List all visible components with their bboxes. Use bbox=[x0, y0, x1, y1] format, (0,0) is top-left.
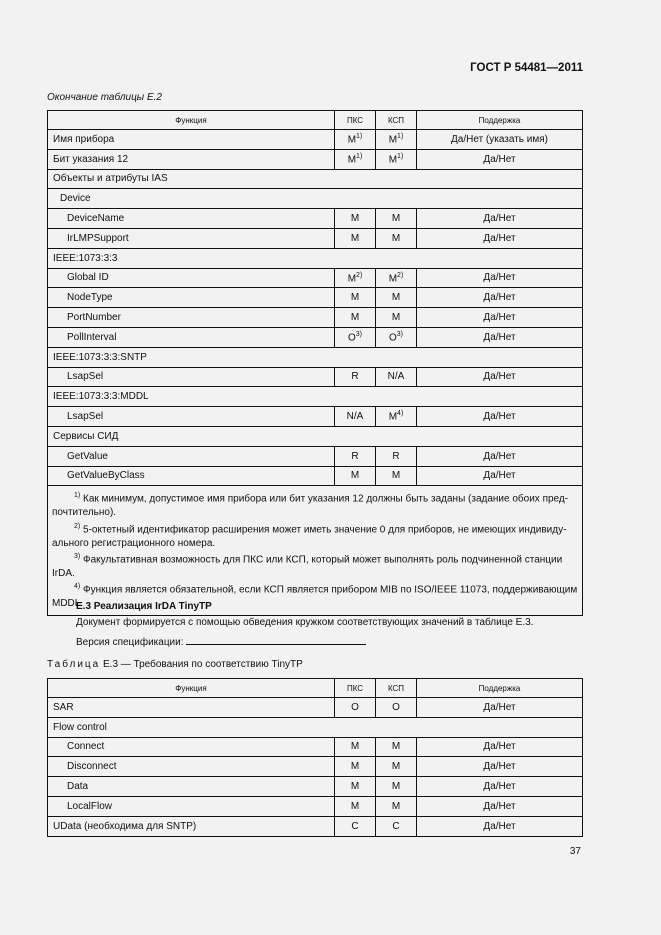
ksp-cell: М bbox=[376, 228, 417, 248]
table-row bbox=[48, 407, 583, 427]
function-cell: SAR bbox=[48, 698, 335, 718]
pks-cell: М bbox=[335, 228, 376, 248]
function-cell: IrLMPSupport bbox=[48, 228, 335, 248]
pks-cell: М bbox=[335, 209, 376, 229]
function-cell: NodeType bbox=[48, 288, 335, 308]
ksp-cell: $О^{3)}$ bbox=[376, 327, 417, 347]
column-header-ksp: КСП bbox=[376, 111, 417, 130]
function-cell: DeviceName bbox=[48, 209, 335, 229]
table-group-row bbox=[48, 426, 583, 446]
support-cell: Да/Нет bbox=[417, 367, 583, 387]
table-row bbox=[48, 757, 583, 777]
support-cell: Да/Нет bbox=[417, 228, 583, 248]
group-label: IEEE:1073:3:3:SNTP bbox=[48, 347, 583, 367]
support-cell: Да/Нет bbox=[417, 816, 583, 836]
spec-version-label: Версия спецификации: bbox=[76, 637, 184, 648]
pks-cell: М bbox=[335, 737, 376, 757]
table-row bbox=[48, 816, 583, 836]
pks-cell: М bbox=[335, 757, 376, 777]
support-cell: Да/Нет bbox=[417, 737, 583, 757]
function-cell: LsapSel bbox=[48, 407, 335, 427]
table-row bbox=[48, 308, 583, 328]
column-header-function: Функция bbox=[48, 111, 335, 130]
footnote: $^{3)}$ Факультативная возможность для ПКС или КСП, который может выполнять роль подчиненной станции IrDA. bbox=[52, 553, 563, 579]
standard-header: ГОСТ Р 54481—2011 bbox=[470, 62, 583, 74]
ksp-cell: М bbox=[376, 737, 417, 757]
table-group-row bbox=[48, 347, 583, 367]
table-row bbox=[48, 737, 583, 757]
pks-cell: $М^{2)}$ bbox=[335, 268, 376, 288]
support-cell: Да/Нет bbox=[417, 288, 583, 308]
table-row bbox=[48, 367, 583, 387]
ksp-cell: $М^{1)}$ bbox=[376, 130, 417, 150]
function-cell: LsapSel bbox=[48, 367, 335, 387]
table-row bbox=[48, 288, 583, 308]
pks-cell: М bbox=[335, 796, 376, 816]
support-cell: Да/Нет (указать имя) bbox=[417, 130, 583, 150]
pks-cell: R bbox=[335, 367, 376, 387]
table-row bbox=[48, 268, 583, 288]
pks-cell: М bbox=[335, 777, 376, 797]
table-e3-caption bbox=[47, 659, 303, 670]
ksp-cell: М bbox=[376, 777, 417, 797]
table-header-row bbox=[48, 679, 583, 698]
pks-cell: М bbox=[335, 288, 376, 308]
ksp-cell: М bbox=[376, 757, 417, 777]
function-cell: PortNumber bbox=[48, 308, 335, 328]
ksp-cell: $М^{4)}$ bbox=[376, 407, 417, 427]
support-cell: Да/Нет bbox=[417, 777, 583, 797]
table-row bbox=[48, 698, 583, 718]
column-header-function: Функция bbox=[48, 679, 335, 698]
pks-cell: N/A bbox=[335, 407, 376, 427]
spec-version-line bbox=[76, 635, 366, 648]
table-group-row bbox=[48, 169, 583, 189]
section-title: Е.3 Реализация IrDA TinyTP bbox=[76, 601, 212, 612]
support-cell: Да/Нет bbox=[417, 757, 583, 777]
table-notes bbox=[48, 486, 583, 615]
table-e3-title: Е.3 — Требования по соответствию TinyTP bbox=[100, 659, 303, 670]
support-cell: Да/Нет bbox=[417, 308, 583, 328]
group-label: IEEE:1073:3:3 bbox=[48, 248, 583, 268]
table-row bbox=[48, 446, 583, 466]
support-cell: Да/Нет bbox=[417, 698, 583, 718]
table-row bbox=[48, 327, 583, 347]
pks-cell: $М^{1)}$ bbox=[335, 130, 376, 150]
function-cell: Disconnect bbox=[48, 757, 335, 777]
footnote: $^{1)}$ Как минимум, допустимое имя прибора или бит указания 12 должны быть заданы (задание обоих пред-почтительно). bbox=[52, 492, 569, 519]
pks-cell: М bbox=[335, 308, 376, 328]
table-e2 bbox=[47, 110, 583, 616]
function-cell: Connect bbox=[48, 737, 335, 757]
pks-cell: М bbox=[335, 466, 376, 486]
ksp-cell: О bbox=[376, 698, 417, 718]
table-group-row bbox=[48, 717, 583, 737]
table-row bbox=[48, 130, 583, 150]
function-cell: UData (необходима для SNTP) bbox=[48, 816, 335, 836]
function-cell: GetValue bbox=[48, 446, 335, 466]
column-header-support: Поддержка bbox=[417, 111, 583, 130]
ksp-cell: М bbox=[376, 466, 417, 486]
table-group-row bbox=[48, 387, 583, 407]
pks-cell: $О^{3)}$ bbox=[335, 327, 376, 347]
function-cell: Имя прибора bbox=[48, 130, 335, 150]
ksp-cell: С bbox=[376, 816, 417, 836]
function-cell: PollInterval bbox=[48, 327, 335, 347]
support-cell: Да/Нет bbox=[417, 796, 583, 816]
ksp-cell: N/A bbox=[376, 367, 417, 387]
table-group-row bbox=[48, 248, 583, 268]
footnote: $^{2)}$ 5-октетный идентификатор расширения может иметь значение 0 для приборов, не имеющих индивиду-ального регистрационного номера. bbox=[52, 522, 567, 549]
function-cell: Data bbox=[48, 777, 335, 797]
table-row bbox=[48, 209, 583, 229]
table-header-row bbox=[48, 111, 583, 130]
column-header-ksp: КСП bbox=[376, 679, 417, 698]
table-row bbox=[48, 466, 583, 486]
pks-cell: С bbox=[335, 816, 376, 836]
support-cell: Да/Нет bbox=[417, 149, 583, 169]
ksp-cell: М bbox=[376, 288, 417, 308]
table-group-row bbox=[48, 189, 583, 209]
table-word: Таблица bbox=[47, 659, 101, 670]
function-cell: GetValueByClass bbox=[48, 466, 335, 486]
column-header-pks: ПКС bbox=[335, 679, 376, 698]
column-header-pks: ПКС bbox=[335, 111, 376, 130]
footnote: $^{4)}$ Функция является обязательной, если КСП является прибором MIB по ISO/IEEE 11073, поддерживающим MDDL. bbox=[52, 583, 578, 610]
support-cell: Да/Нет bbox=[417, 327, 583, 347]
group-label: Flow control bbox=[48, 717, 583, 737]
ksp-cell: $М^{2)}$ bbox=[376, 268, 417, 288]
table-row bbox=[48, 228, 583, 248]
table-e3 bbox=[47, 678, 583, 837]
spec-version-blank bbox=[186, 635, 366, 645]
table-notes-row bbox=[48, 486, 583, 615]
ksp-cell: R bbox=[376, 446, 417, 466]
table-row bbox=[48, 777, 583, 797]
ksp-cell: М bbox=[376, 209, 417, 229]
group-label: Сервисы СИД bbox=[48, 426, 583, 446]
ksp-cell: М bbox=[376, 308, 417, 328]
table-row bbox=[48, 796, 583, 816]
function-cell: Global ID bbox=[48, 268, 335, 288]
function-cell: Бит указания 12 bbox=[48, 149, 335, 169]
table-e2-caption: Окончание таблицы Е.2 bbox=[47, 92, 162, 103]
support-cell: Да/Нет bbox=[417, 446, 583, 466]
support-cell: Да/Нет bbox=[417, 407, 583, 427]
column-header-support: Поддержка bbox=[417, 679, 583, 698]
ksp-cell: $М^{1)}$ bbox=[376, 149, 417, 169]
support-cell: Да/Нет bbox=[417, 209, 583, 229]
section-paragraph: Документ формируется с помощью обведения кружком соответствующих значений в таблице Е.3. bbox=[76, 617, 534, 628]
group-label: Device bbox=[48, 189, 583, 209]
group-label: IEEE:1073:3:3:MDDL bbox=[48, 387, 583, 407]
pks-cell: R bbox=[335, 446, 376, 466]
function-cell: LocalFlow bbox=[48, 796, 335, 816]
ksp-cell: М bbox=[376, 796, 417, 816]
pks-cell: $М^{1)}$ bbox=[335, 149, 376, 169]
support-cell: Да/Нет bbox=[417, 268, 583, 288]
group-label: Объекты и атрибуты IAS bbox=[48, 169, 583, 189]
table-row bbox=[48, 149, 583, 169]
support-cell: Да/Нет bbox=[417, 466, 583, 486]
page-number: 37 bbox=[569, 846, 581, 857]
pks-cell: О bbox=[335, 698, 376, 718]
